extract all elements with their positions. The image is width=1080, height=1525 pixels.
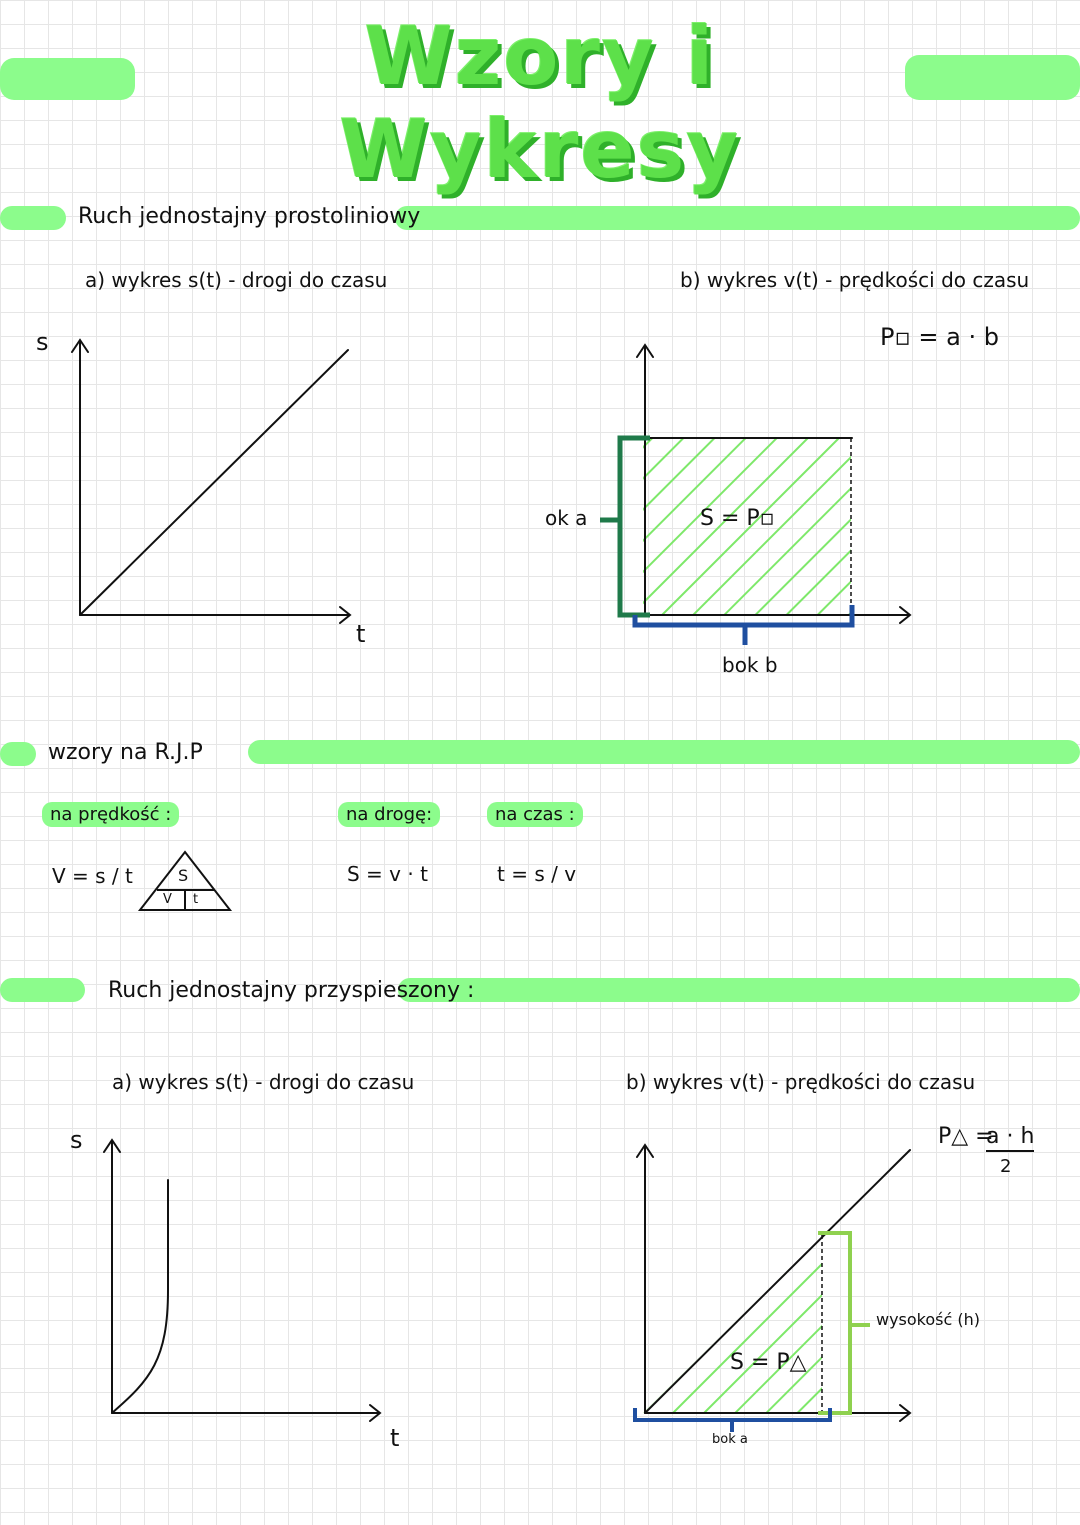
graph2a-x-label: t (390, 1424, 400, 1452)
graph1b-side-a-label: ok a (545, 506, 588, 530)
triangle-right-label: t (193, 892, 199, 907)
velocity-pill: na prędkość : (42, 802, 179, 827)
graph2a-y-label: s (70, 1126, 83, 1154)
formulas-heading: wzory na R.J.P (48, 740, 203, 765)
graph1b-area-label: S = P▫ (700, 506, 775, 531)
graph1a-y-label: s (36, 328, 49, 356)
graph1a-x-label: t (356, 620, 366, 648)
graph2b-base-label: bok a (712, 1432, 748, 1447)
section1-graph-a-caption: a) wykres s(t) - drogi do czasu (85, 268, 388, 292)
section2-heading: Ruch jednostajny przyspieszony : (108, 978, 475, 1003)
graph2b-area-label: S = P△ (730, 1350, 807, 1375)
distance-formula: S = v · t (347, 862, 428, 886)
triangle-area-formula-num: a · h (986, 1124, 1034, 1152)
velocity-formula: V = s / t (52, 864, 133, 888)
triangle-left-label: V (163, 892, 172, 907)
triangle-area-formula-den: 2 (1000, 1156, 1012, 1177)
graph2b-area (643, 1235, 823, 1413)
triangle-area-formula-left: P△ = (938, 1124, 994, 1149)
graph2b-height-label: wysokość (h) (876, 1310, 981, 1329)
graph2b-height-bracket (818, 1233, 870, 1413)
graph1b-side-b-label: bok b (722, 653, 778, 677)
triangle-top-label: S (178, 866, 189, 885)
section1-heading: Ruch jednostajny prostoliniowy (78, 204, 421, 229)
section2-graph-a-caption: a) wykres s(t) - drogi do czasu (112, 1070, 415, 1094)
graph2b-y-axis (637, 1145, 653, 1413)
page-title: Wzory i Wykresy (339, 10, 741, 196)
section1-area-formula: P▫ = a · b (880, 323, 999, 351)
section2-graph-b-caption: b) wykres v(t) - prędkości do czasu (626, 1070, 976, 1094)
section1-graph-b-caption: b) wykres v(t) - prędkości do czasu (680, 268, 1030, 292)
time-formula: t = s / v (497, 862, 577, 886)
distance-pill: na drogę: (338, 802, 440, 827)
time-pill: na czas : (487, 802, 583, 827)
